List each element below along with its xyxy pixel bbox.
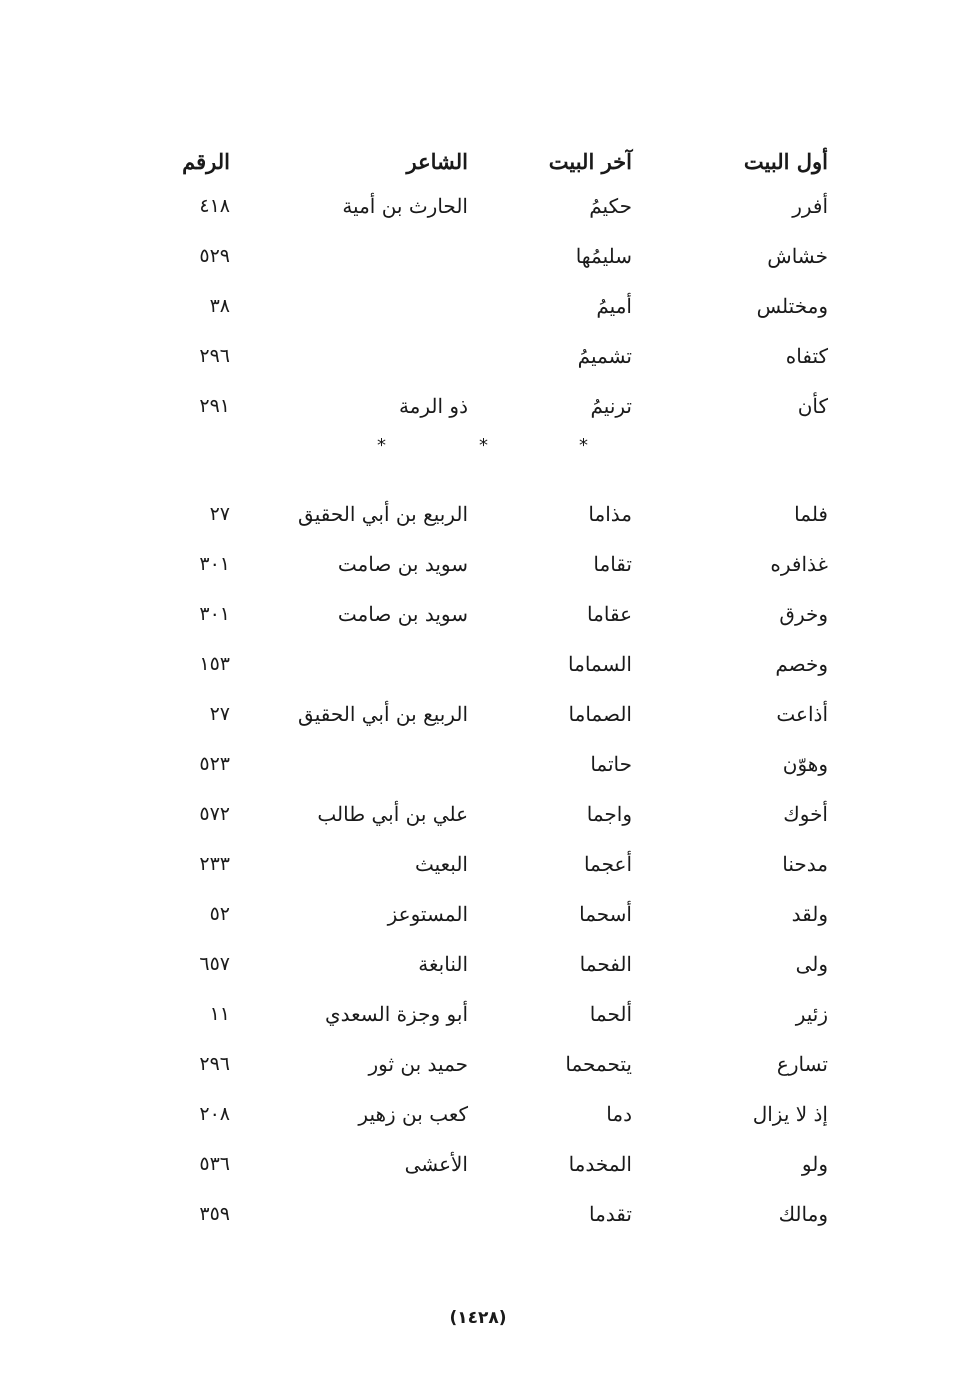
verse-first-word: أخوك	[783, 802, 828, 826]
verse-last-word: أسحما	[579, 902, 632, 926]
table-row	[128, 892, 828, 942]
verse-first-word: أذاعت	[776, 702, 828, 726]
entry-number: ٥٧٢	[199, 803, 230, 825]
table-row	[128, 284, 828, 334]
table-row	[128, 1142, 828, 1192]
verse-index-table	[128, 140, 828, 1242]
section-separator	[128, 434, 828, 492]
header-poet: الشاعر	[406, 149, 468, 174]
table-row	[128, 1192, 828, 1242]
verse-last-word: سليمُها	[575, 244, 632, 268]
header-number: الرقم	[182, 149, 230, 174]
table-row	[128, 184, 828, 234]
verse-first-word: كأن	[797, 394, 828, 418]
verse-first-word: وخصم	[775, 652, 828, 676]
entry-number: ٦٥٧	[199, 953, 230, 975]
verse-last-word: ألحما	[589, 1002, 632, 1026]
verse-first-word: ولى	[795, 952, 828, 976]
verse-last-word: أميمُ	[596, 294, 632, 318]
verse-last-word: المخدما	[568, 1152, 632, 1176]
page-number: (١٤٢٨)	[449, 1308, 507, 1328]
verse-last-word: واجما	[586, 802, 632, 826]
poet-name: ذو الرمة	[398, 394, 468, 418]
verse-last-word: تقدما	[589, 1202, 632, 1226]
verse-first-word: وهوّن	[782, 752, 828, 776]
poet-name: كعب بن زهير	[358, 1102, 468, 1126]
table-row	[128, 334, 828, 384]
entry-number: ٢٧	[209, 703, 230, 725]
entry-number: ٢٩١	[199, 395, 230, 417]
verse-last-word: دما	[606, 1102, 632, 1126]
table-row	[128, 492, 828, 542]
poet-name: الربيع بن أبي الحقيق	[298, 702, 468, 726]
table-row	[128, 592, 828, 642]
poet-name: الحارث بن أمية	[342, 194, 468, 218]
verse-last-word: الفحما	[579, 952, 632, 976]
entry-number: ٤١٨	[199, 195, 230, 217]
table-row	[128, 742, 828, 792]
verse-first-word: ولو	[801, 1152, 828, 1176]
verse-first-word: إذ لا يزال	[752, 1102, 828, 1126]
verse-last-word: أعجما	[583, 852, 632, 876]
verse-first-word: وخرق	[779, 602, 828, 626]
poet-name: حميد بن ثور	[368, 1052, 468, 1076]
entry-number: ٥٢	[209, 903, 230, 925]
table-row	[128, 692, 828, 742]
verse-first-word: ولقد	[791, 902, 828, 926]
table-row	[128, 942, 828, 992]
verse-first-word: أفرر	[792, 194, 828, 218]
poet-name: سويد بن صامت	[337, 602, 468, 626]
verse-last-word: عقاما	[587, 602, 632, 626]
table-row	[128, 234, 828, 284]
table-row	[128, 1042, 828, 1092]
entry-number: ١٥٣	[199, 653, 230, 675]
header-last-of-verse: آخر البيت	[548, 149, 632, 174]
asterisk-divider	[128, 434, 828, 492]
table-row	[128, 992, 828, 1042]
verse-first-word: تسارع	[776, 1052, 828, 1076]
verse-last-word: يتحمحما	[565, 1052, 632, 1076]
entry-number: ٣٠١	[199, 553, 230, 575]
entry-number: ٥٢٣	[199, 753, 230, 775]
poet-name: المستوعز	[387, 902, 468, 926]
header-first-of-verse: أول البيت	[743, 149, 828, 174]
entry-number: ٢٠٨	[199, 1103, 230, 1125]
entry-number: ٢٣٣	[199, 853, 230, 875]
asterisk: *	[377, 435, 386, 456]
verse-last-word: حكيمُ	[589, 194, 632, 218]
table-header	[128, 140, 828, 184]
verse-last-word: مذاما	[588, 502, 632, 526]
entry-number: ٣٨	[209, 295, 230, 317]
poet-name: الأعشى	[404, 1152, 468, 1176]
verse-first-word: فلما	[794, 502, 828, 526]
verse-last-word: حاتما	[590, 752, 632, 776]
verse-last-word: ترنيمُ	[590, 394, 632, 418]
table-row	[128, 384, 828, 434]
poet-name: سويد بن صامت	[337, 552, 468, 576]
asterisk: *	[579, 435, 588, 456]
poet-name: الربيع بن أبي الحقيق	[298, 502, 468, 526]
verse-last-word: تشميمُ	[577, 344, 632, 368]
verse-last-word: السماما	[568, 652, 632, 676]
verse-first-word: ومالك	[778, 1202, 828, 1226]
poet-name: علي بن أبي طالب	[317, 802, 468, 826]
table-row	[128, 542, 828, 592]
verse-first-word: ومختلس	[756, 294, 828, 318]
entry-number: ٥٣٦	[199, 1153, 230, 1175]
entry-number: ٣٥٩	[199, 1203, 230, 1225]
verse-last-word: تقاما	[593, 552, 632, 576]
table-row	[128, 842, 828, 892]
verse-first-word: مدحنا	[782, 852, 828, 876]
verse-first-word: زئير	[795, 1002, 828, 1026]
verse-first-word: كتفاه	[785, 344, 828, 368]
poet-name: أبو وجزة السعدي	[325, 1002, 468, 1026]
table-row	[128, 1092, 828, 1142]
entry-number: ٢٩٦	[199, 1053, 230, 1075]
entry-number: ١١	[209, 1003, 230, 1025]
table-row	[128, 792, 828, 842]
entry-number: ٢٧	[209, 503, 230, 525]
poet-name: النابغة	[418, 952, 468, 976]
verse-first-word: خشاش	[767, 244, 828, 268]
poet-name: البعيث	[414, 852, 468, 876]
table-row	[128, 642, 828, 692]
entry-number: ٢٩٦	[199, 345, 230, 367]
entry-number: ٣٠١	[199, 603, 230, 625]
verse-last-word: الصماما	[568, 702, 632, 726]
entry-number: ٥٢٩	[199, 245, 230, 267]
asterisk: *	[479, 435, 488, 456]
verse-first-word: غذافره	[770, 552, 828, 576]
